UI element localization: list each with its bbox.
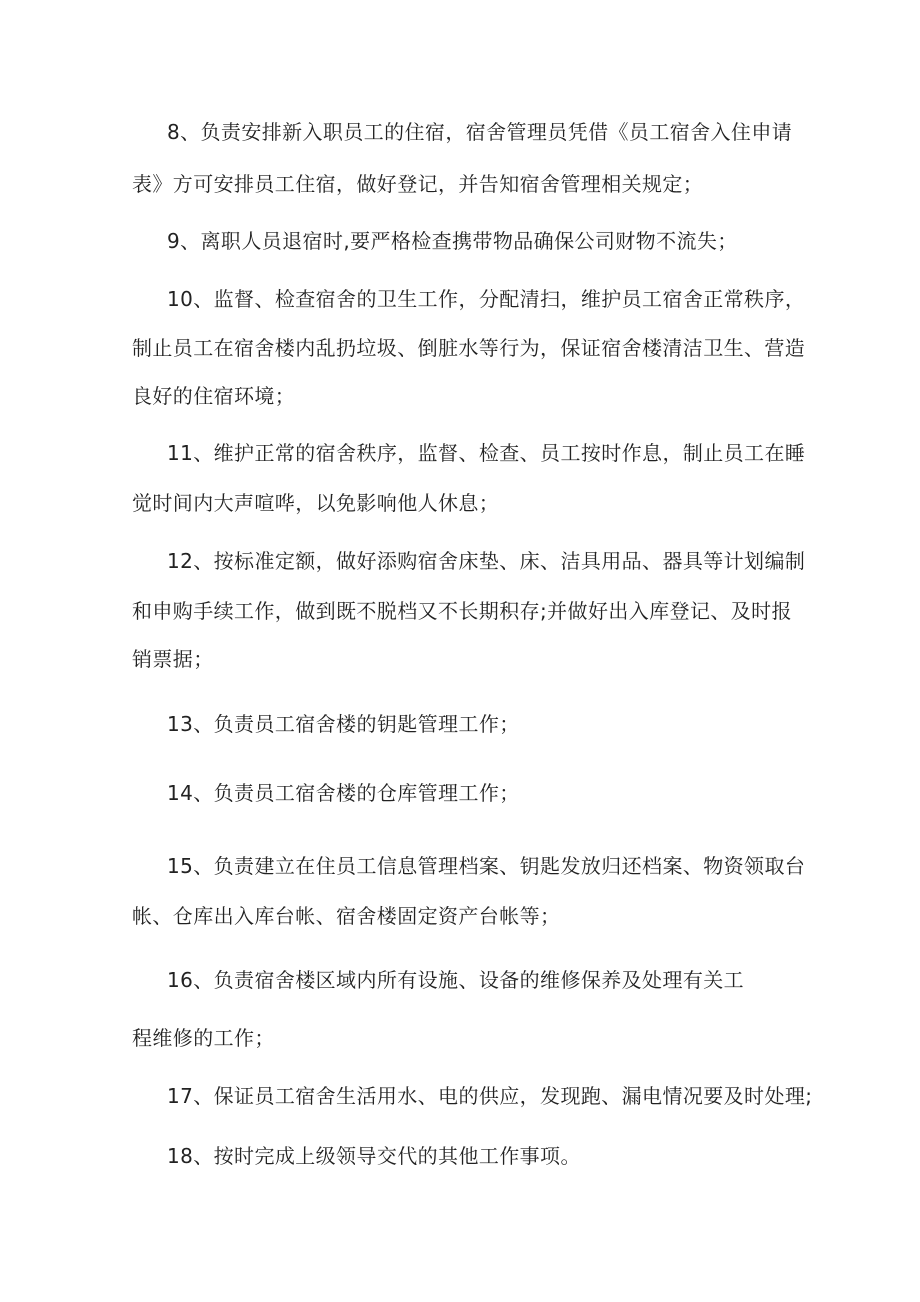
item-10-line-1: 10、监督、检查宿舍的卫生工作，分配清扫，维护员工宿舍正常秩序， bbox=[167, 287, 806, 311]
item-8-line-2: 表》方可安排员工住宿，做好登记，并告知宿舍管理相关规定； bbox=[132, 172, 704, 196]
item-11-line-2: 觉时间内大声喧哗，以免影响他人休息； bbox=[132, 491, 500, 515]
item-12-line-3: 销票据； bbox=[132, 647, 214, 671]
item-16-line-2: 程维修的工作； bbox=[132, 1026, 275, 1050]
item-18-line-1: 18、按时完成上级领导交代的其他工作事项。 bbox=[167, 1144, 581, 1168]
item-12-line-1: 12、按标准定额，做好添购宿舍床垫、床、洁具用品、器具等计划编制 bbox=[167, 549, 806, 573]
item-12-line-2: 和申购手续工作，做到既不脱档又不长期积存;并做好出入库登记、及时报 bbox=[132, 599, 792, 623]
item-15-line-2: 帐、仓库出入库台帐、宿舍楼固定资产台帐等； bbox=[132, 904, 561, 928]
item-9-line-1: 9、离职人员退宿时,要严格检查携带物品确保公司财物不流失； bbox=[167, 229, 738, 253]
item-8-line-1: 8、负责安排新入职员工的住宿，宿舍管理员凭借《员工宿舍入住申请 bbox=[167, 120, 793, 144]
item-10-line-3: 良好的住宿环境； bbox=[132, 384, 296, 408]
item-11-line-1: 11、维护正常的宿舍秩序，监督、检查、员工按时作息，制止员工在睡 bbox=[167, 441, 806, 465]
item-15-line-1: 15、负责建立在住员工信息管理档案、钥匙发放归还档案、物资领取台 bbox=[167, 854, 806, 878]
item-10-line-2: 制止员工在宿舍楼内乱扔垃圾、倒脏水等行为，保证宿舍楼清洁卫生、营造 bbox=[132, 336, 806, 360]
item-16-line-1: 16、负责宿舍楼区域内所有设施、设备的维修保养及处理有关工 bbox=[167, 968, 745, 992]
item-13-line-1: 13、负责员工宿舍楼的钥匙管理工作； bbox=[167, 712, 520, 736]
item-14-line-1: 14、负责员工宿舍楼的仓库管理工作； bbox=[167, 781, 520, 805]
item-17-line-1: 17、保证员工宿舍生活用水、电的供应，发现跑、漏电情况要及时处理; bbox=[167, 1084, 813, 1108]
